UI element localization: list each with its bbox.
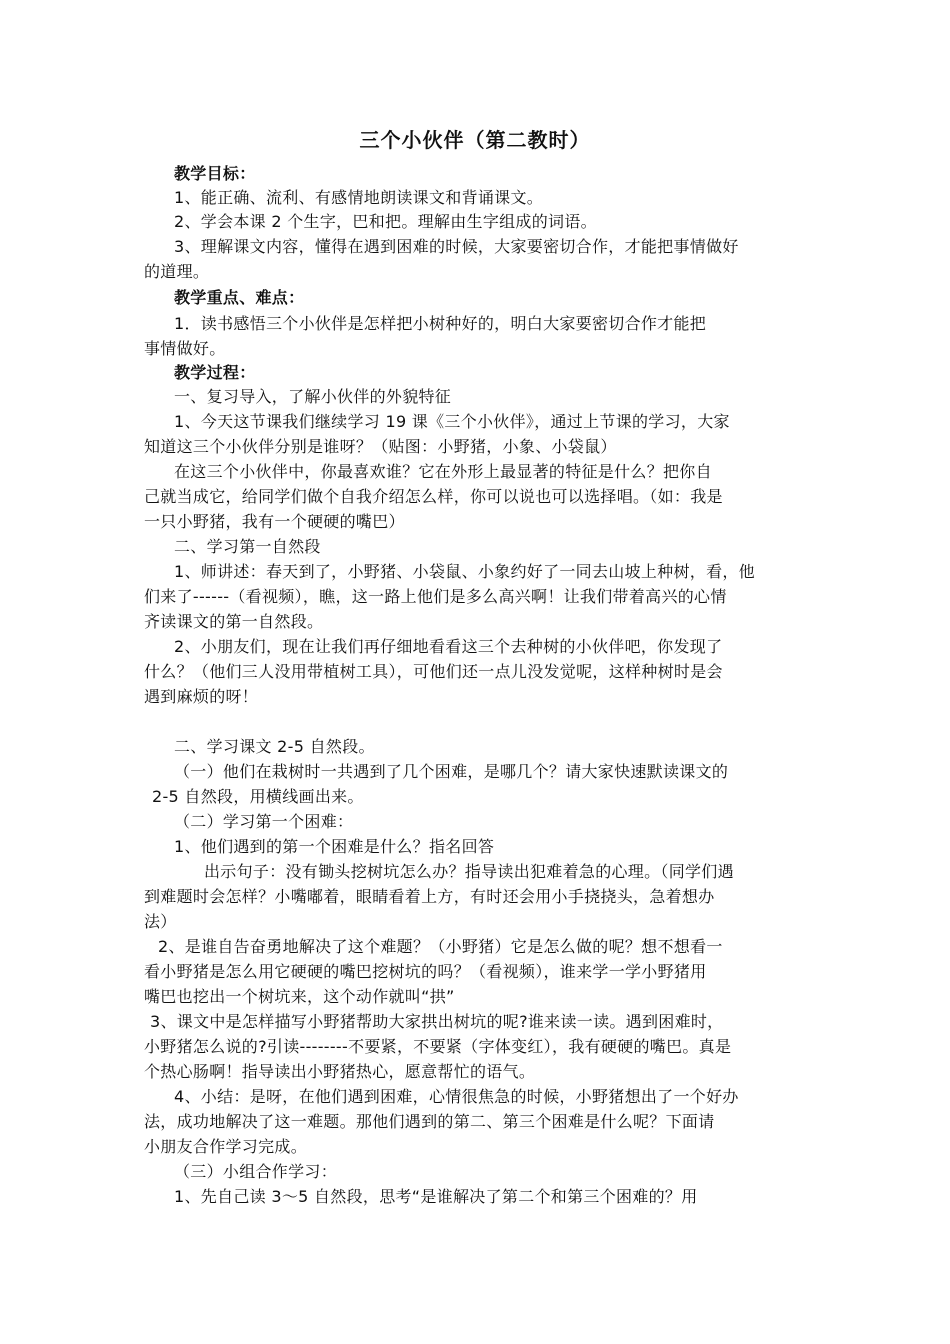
text-line: 2-5 自然段，用横线画出来。 bbox=[152, 787, 364, 806]
text-line: 2、学会本课 2 个生字，巴和把。理解由生字组成的词语。 bbox=[174, 212, 597, 231]
text-line: 1、今天这节课我们继续学习 19 课《三个小伙伴》，通过上节课的学习，大家 bbox=[174, 412, 730, 431]
text-line: 法） bbox=[144, 912, 177, 931]
text-line: 出示句子：没有锄头挖树坑怎么办？指导读出犯难着急的心理。（同学们遇 bbox=[204, 862, 734, 881]
text-line: 3、课文中是怎样描写小野猪帮助大家拱出树坑的呢?谁来读一读。遇到困难时， bbox=[150, 1012, 724, 1031]
subsection-heading: （三）小组合作学习： bbox=[174, 1162, 338, 1181]
text-line: 一只小野猪，我有一个硬硬的嘴巴） bbox=[144, 512, 405, 531]
section-heading: 二、学习课文 2-5 自然段。 bbox=[174, 737, 375, 756]
document-title: 三个小伙伴（第二教时） bbox=[359, 128, 591, 152]
text-line: 1、他们遇到的第一个困难是什么？指名回答 bbox=[174, 837, 495, 856]
text-line: 2、是谁自告奋勇地解决了这个难题？（小野猪）它是怎么做的呢？想不想看一 bbox=[158, 937, 723, 956]
text-line: （一）他们在栽树时一共遇到了几个困难，是哪几个？请大家快速默读课文的 bbox=[174, 762, 729, 781]
text-line: 什么？（他们三人没用带植树工具），可他们还一点儿没发觉呢，这样种树时是会 bbox=[144, 662, 723, 681]
text-line: 小野猪怎么说的?引读--------不要紧，不要紧（字体变红），我有硬硬的嘴巴。真是 bbox=[144, 1037, 732, 1056]
text-line: 事情做好。 bbox=[144, 339, 226, 358]
heading-goals: 教学目标： bbox=[174, 164, 256, 183]
text-line: 在这三个小伙伴中，你最喜欢谁？它在外形上最显著的特征是什么？把你自 bbox=[174, 462, 712, 481]
text-line: 看小野猪是怎么用它硬硬的嘴巴挖树坑的吗？（看视频），谁来学一学小野猪用 bbox=[144, 962, 707, 981]
text-line: 1、能正确、流利、有感情地朗读课文和背诵课文。 bbox=[174, 188, 544, 207]
section-heading: 二、学习第一自然段 bbox=[174, 537, 321, 556]
text-line: 遇到麻烦的呀！ bbox=[144, 687, 259, 706]
heading-key-points: 教学重点、难点： bbox=[174, 288, 305, 307]
text-line: 齐读课文的第一自然段。 bbox=[144, 612, 324, 631]
text-line: 1．读书感悟三个小伙伴是怎样把小树种好的，明白大家要密切合作才能把 bbox=[174, 314, 707, 333]
text-line: 的道理。 bbox=[144, 262, 210, 281]
text-line: 知道这三个小伙伴分别是谁呀？（贴图：小野猪，小象、小袋鼠） bbox=[144, 437, 617, 456]
text-line: 1、先自己读 3～5 自然段，思考“是谁解决了第二个和第三个困难的？用 bbox=[174, 1187, 698, 1206]
text-line: 3、理解课文内容，懂得在遇到困难的时候，大家要密切合作，才能把事情做好 bbox=[174, 237, 739, 256]
subsection-heading: （二）学习第一个困难： bbox=[174, 812, 354, 831]
text-line: 小朋友合作学习完成。 bbox=[144, 1137, 308, 1156]
text-line: 己就当成它，给同学们做个自我介绍怎么样，你可以说也可以选择唱。（如：我是 bbox=[144, 487, 723, 506]
section-heading: 一、复习导入，了解小伙伴的外貌特征 bbox=[174, 387, 452, 406]
text-line: 们来了------（看视频），瞧，这一路上他们是多么高兴啊！让我们带着高兴的心情 bbox=[144, 587, 727, 606]
heading-process: 教学过程： bbox=[174, 363, 256, 382]
text-line: 个热心肠啊！指导读出小野猪热心，愿意帮忙的语气。 bbox=[144, 1062, 536, 1081]
text-line: 嘴巴也挖出一个树坑来，这个动作就叫“拱” bbox=[144, 987, 455, 1006]
text-line: 到难题时会怎样？小嘴嘟着，眼睛看着上方，有时还会用小手挠挠头，急着想办 bbox=[144, 887, 715, 906]
text-line: 1、师讲述：春天到了，小野猪、小袋鼠、小象约好了一同去山坡上种树，看，他 bbox=[174, 562, 755, 581]
text-line: 2、小朋友们，现在让我们再仔细地看看这三个去种树的小伙伴吧，你发现了 bbox=[174, 637, 723, 656]
text-line: 法，成功地解决了这一难题。那他们遇到的第二、第三个困难是什么呢？下面请 bbox=[144, 1112, 715, 1131]
text-line: 4、小结：是呀，在他们遇到困难，心情很焦急的时候，小野猪想出了一个好办 bbox=[174, 1087, 739, 1106]
